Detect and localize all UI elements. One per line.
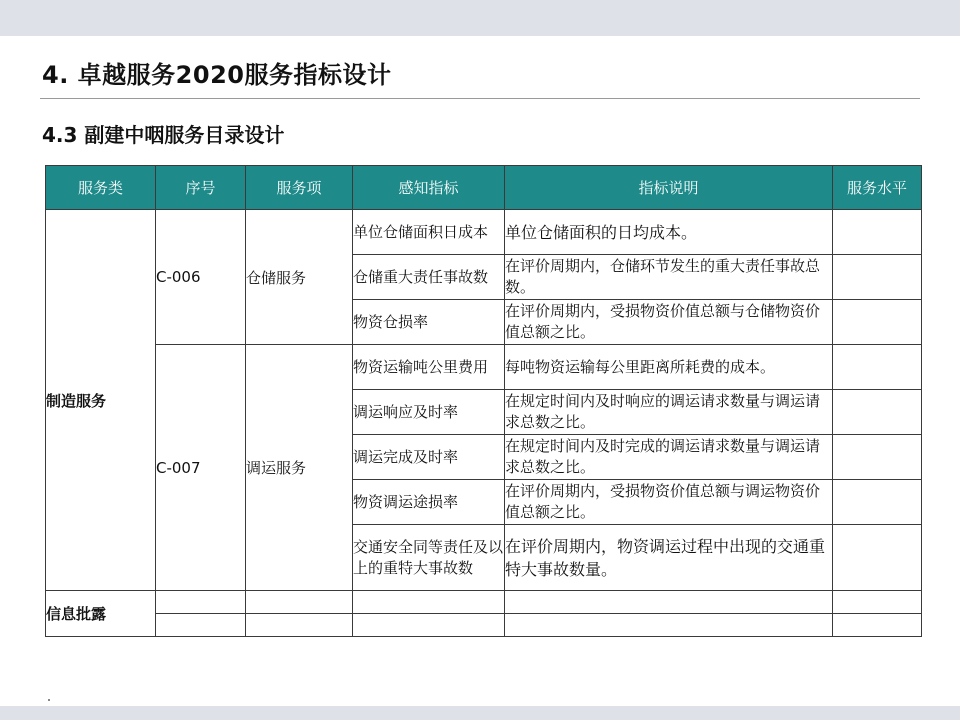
empty-cell[interactable]	[833, 614, 922, 637]
indicator-cell: 物资运输吨公里费用	[353, 345, 505, 390]
table-row	[46, 614, 922, 637]
empty-cell[interactable]	[505, 614, 833, 637]
indicator-cell: 物资调运途损率	[353, 480, 505, 525]
section-subtitle: 4.3 副建中咽服务目录设计	[42, 123, 285, 147]
service-catalog-table	[45, 165, 922, 637]
description-cell: 在评价周期内，仓储环节发生的重大责任事故总数。	[505, 255, 833, 300]
indicator-cell: 调运完成及时率	[353, 435, 505, 480]
service-level-cell[interactable]	[833, 300, 922, 345]
bottom-band	[0, 706, 960, 720]
indicator-cell: 仓储重大责任事故数	[353, 255, 505, 300]
empty-cell[interactable]	[156, 591, 246, 614]
header-seq: 序号	[156, 166, 246, 210]
indicator-cell: 单位仓储面积日成本	[353, 210, 505, 255]
table-row	[46, 591, 922, 614]
service-level-cell[interactable]	[833, 390, 922, 435]
service-level-cell[interactable]	[833, 210, 922, 255]
service-level-cell[interactable]	[833, 435, 922, 480]
empty-cell[interactable]	[353, 591, 505, 614]
header-item: 服务项	[246, 166, 353, 210]
footer-dot	[48, 699, 50, 701]
empty-cell[interactable]	[505, 591, 833, 614]
indicator-cell: 调运响应及时率	[353, 390, 505, 435]
description-cell: 在规定时间内及时完成的调运请求数量与调运请求总数之比。	[505, 435, 833, 480]
table-row	[46, 210, 922, 255]
service-level-cell[interactable]	[833, 525, 922, 591]
description-cell: 在评价周期内，物资调运过程中出现的交通重特大事故数量。	[505, 525, 833, 591]
table-header-row	[46, 166, 922, 210]
slide-title: 4. 卓越服务2020服务指标设计	[42, 61, 392, 89]
service-level-cell[interactable]	[833, 255, 922, 300]
description-cell: 每吨物资运输每公里距离所耗费的成本。	[505, 345, 833, 390]
empty-cell[interactable]	[833, 591, 922, 614]
category-cell: 制造服务	[46, 210, 156, 591]
top-band	[0, 0, 960, 36]
item-cell: 调运服务	[246, 345, 353, 591]
header-indicator: 感知指标	[353, 166, 505, 210]
indicator-cell: 交通安全同等责任及以上的重特大事故数	[353, 525, 505, 591]
title-divider	[40, 98, 920, 99]
table-row	[46, 345, 922, 390]
seq-cell: C-007	[156, 345, 246, 591]
description-cell: 在评价周期内，受损物资价值总额与仓储物资价值总额之比。	[505, 300, 833, 345]
empty-cell[interactable]	[156, 614, 246, 637]
seq-cell: C-006	[156, 210, 246, 345]
service-level-cell[interactable]	[833, 345, 922, 390]
indicator-cell: 物资仓损率	[353, 300, 505, 345]
header-service-level: 服务水平	[833, 166, 922, 210]
category-cell: 信息批露	[46, 591, 156, 637]
description-cell: 在规定时间内及时响应的调运请求数量与调运请求总数之比。	[505, 390, 833, 435]
empty-cell[interactable]	[353, 614, 505, 637]
service-level-cell[interactable]	[833, 480, 922, 525]
header-description: 指标说明	[505, 166, 833, 210]
item-cell: 仓储服务	[246, 210, 353, 345]
empty-cell[interactable]	[246, 591, 353, 614]
empty-cell[interactable]	[246, 614, 353, 637]
header-category: 服务类	[46, 166, 156, 210]
description-cell: 单位仓储面积的日均成本。	[505, 210, 833, 255]
description-cell: 在评价周期内，受损物资价值总额与调运物资价值总额之比。	[505, 480, 833, 525]
